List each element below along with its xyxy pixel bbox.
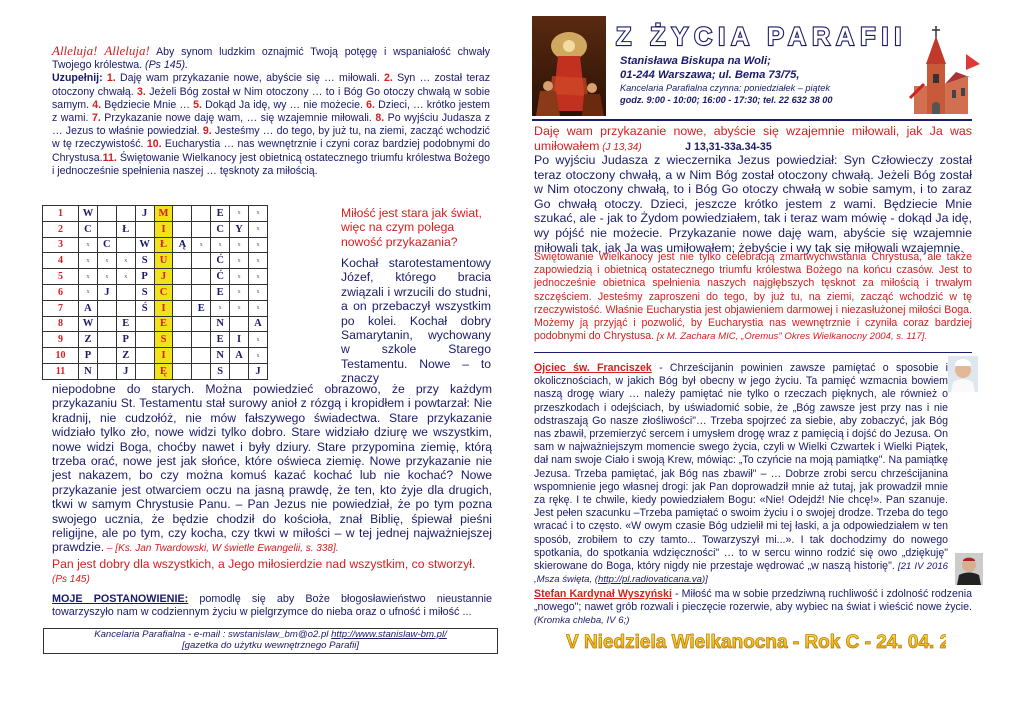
masthead-svg: [612, 22, 912, 50]
crossword-cell[interactable]: [192, 206, 211, 222]
fill-item-number: 10.: [143, 138, 162, 151]
left-footer: [43, 628, 498, 654]
crossword-cell[interactable]: x: [116, 269, 135, 285]
crossword-cell[interactable]: [173, 253, 192, 269]
crossword-cell[interactable]: [192, 348, 211, 364]
resolution-label: MOJE POSTANOWIENIE:: [52, 593, 189, 605]
crossword-row: [43, 206, 268, 222]
francis-text: - Chrześcijanin powinien zawsze pamiętać o sposobie i okolicznościach, w jakich Bóg był obecny w jego życiu. Ta pamięć wzmacnia bowiem naszą drogę wiary … należy pamiętać nie tylko o rzeczach pięknych, ale również o przeszkodach i odejściach, by uświadomić sobie, że „Bóg zawsze jest przy nas i nie odstraszają Go nasze złośliwości"… Trzeba spojrzeć za siebie, aby zobaczyć, jak Bóg nas zbawił, przemierzyć sercem i umysłem drogę wraz z pamięcią i dojść do Jezusa. On sam w najważniejszym momencie swego życia, czyli w Wielki Czwartek i Wielki Piątek, dał nam swoje Ciało i swoją Krew, mówiąc: „To czyńcie na moją pamiątkę". Na pamiątkę Jezusa. Trzeba pamiętać, jak Bóg nas zbawił" – … Dobrze zrobi sercu chrześcijanina wspomnienie jego własnej drogi: jak Pan doprowadził mnie aż tutaj, jak prowadził mnie za rękę. I te chwile, kiedy powiedziałem Bogu: «Nie! Odejdź! Nie chcę!». Pan szanuje. Jest pełen szacunku –Trzeba pamiętać o swoim życiu i o swojej drodze. Trzeba do tego wracać i to często. «W owym czasie Bóg udzielił mi tej łaski, a ja odpowiedziałem w ten sposób, zrobiłem to czy tamto... Towarzyszył mi...». I tak dochodzimy do nowego spotkania, do spotkania wdzięczności" … to w sercu winno rodzić się owo „dziękuję" skierowane do Boga, który nigdy nie przestaje wędrować „w naszą historię".: [534, 362, 948, 573]
crossword-row: [43, 300, 268, 316]
crossword-cell[interactable]: E: [211, 284, 230, 300]
crossword-cell[interactable]: P: [135, 269, 154, 285]
crossword-cell[interactable]: J: [116, 363, 135, 379]
crossword-cell[interactable]: [173, 300, 192, 316]
crossword-row-number: 8: [43, 316, 79, 332]
crossword-cell[interactable]: N: [211, 348, 230, 364]
fill-item-number: 4.: [89, 98, 102, 111]
crossword-cell[interactable]: C: [97, 237, 116, 253]
crossword-cell[interactable]: P: [116, 332, 135, 348]
crossword-cell[interactable]: [97, 300, 116, 316]
lead-ref: (J 13,34): [599, 141, 642, 153]
gospel-text: [534, 153, 972, 255]
fill-item-text: Świętowanie Wielkanocy jest obietnicą ostatecznego triumfu królestwa Bożego i jednocześnie spełnienia naszej … tęsknoty za miłością.: [52, 151, 490, 177]
crossword-row-number: 4: [43, 253, 79, 269]
resolution-text: pomodlę się aby Boże błogosławieństwo nieustannie towarzyszyło nam w codziennym życiu w pielgrzymce do nieba oraz o ufność i miłość ...: [52, 593, 492, 619]
crossword-cell[interactable]: x: [249, 300, 268, 316]
header-divider: [532, 119, 972, 121]
wyszynski-label: Stefan Kardynał Wyszyński: [534, 588, 672, 600]
fill-item-number: 6.: [362, 98, 375, 111]
crossword-cell[interactable]: E: [211, 332, 230, 348]
svg-text:Z ŻYCIA PARAFII: Z ŻYCIA PARAFII: [616, 23, 908, 50]
commentary: [534, 251, 972, 343]
fill-item-text: Eucharystia … nas wewnętrznie i czyni coraz bardziej podobnymi do Chrystusa.: [52, 138, 491, 164]
francis-ref-end: )]: [701, 574, 708, 586]
commentary-ref: [x M. Zachara MIC, „Oremus" Okres Wielkanocny 2004, s. 117].: [654, 331, 928, 343]
crossword-row-number: 5: [43, 269, 79, 285]
side-question-text: Miłość jest stara jak świat, więc na czym polega nowość przykazania?: [341, 206, 482, 249]
crossword-cell[interactable]: [230, 316, 249, 332]
fill-item-number: 2.: [379, 72, 393, 85]
fill-item-text: Jesteśmy … do tego, by już tu, na ziemi, zacząć wchodzić w tę rzeczywistość.: [52, 125, 490, 151]
lead-quote: [534, 124, 972, 155]
crossword-row: [43, 269, 268, 285]
section-divider: [534, 352, 972, 353]
crossword-cell[interactable]: [173, 221, 192, 237]
wyszynski-icon: [955, 553, 983, 585]
crossword-row: [43, 363, 268, 379]
crossword-cell[interactable]: [116, 284, 135, 300]
crossword-cell[interactable]: [97, 206, 116, 222]
intro-paragraph: [52, 44, 490, 178]
crossword-cell[interactable]: x: [97, 269, 116, 285]
crossword-cell[interactable]: x: [211, 300, 230, 316]
crossword-cell[interactable]: [135, 348, 154, 364]
crossword-cell[interactable]: M: [154, 206, 173, 222]
crossword-cell[interactable]: J: [249, 363, 268, 379]
crossword-cell[interactable]: W: [135, 237, 154, 253]
crossword-cell[interactable]: [135, 332, 154, 348]
crossword-cell[interactable]: [192, 253, 211, 269]
parish-name: Stanisława Biskupa na Woli;: [620, 55, 771, 67]
crossword-cell[interactable]: [135, 363, 154, 379]
crossword-row: [43, 253, 268, 269]
wyszynski-quote: [534, 588, 972, 628]
crossword-cell[interactable]: [173, 269, 192, 285]
crossword-cell[interactable]: I: [154, 348, 173, 364]
crossword-cell[interactable]: C: [154, 284, 173, 300]
crossword-cell[interactable]: x: [230, 237, 249, 253]
wyszynski-photo: [955, 553, 983, 585]
gospel-ref: J 13,31-33a.34-35: [685, 140, 772, 153]
crossword-cell[interactable]: Ł: [154, 237, 173, 253]
pope-francis-icon: [948, 356, 978, 392]
crossword-cell[interactable]: Ł: [116, 221, 135, 237]
francis-quote: [534, 362, 948, 586]
crossword-cell[interactable]: Y: [230, 221, 249, 237]
crossword-cell[interactable]: x: [230, 300, 249, 316]
crossword-cell[interactable]: x: [249, 348, 268, 364]
crossword-cell[interactable]: E: [211, 206, 230, 222]
alleluia-text: Alleluja! Alleluja!: [52, 43, 150, 58]
crossword-cell[interactable]: J: [154, 269, 173, 285]
psalm-verse: [52, 557, 492, 588]
fill-item-number: 9.: [199, 125, 212, 138]
footer-website-link[interactable]: http://www.stanislaw-bm.pl/: [331, 629, 447, 640]
gospel-body: Po wyjściu Judasza z wieczernika Jezus powiedział: Syn Człowieczy został teraz otoczony chwałą, a w Nim Bóg został otoczony chwałą. Jeżeli Bóg został w Nim otoczony chwałą, to i Bóg Go otoczy chwałą w sobie samym, i to zaraz Go chwałą otoczy. Dzieci, jeszcze krótko jestem z wami. Będziecie Mnie szukać, ale - jak to Żydom powiedziałem, tak i teraz wam mówię - dokąd Ja idę, wy pójść nie możecie. Przykazanie nowe daję wam, abyście się wzajemnie miłowali tak, jak Ja was umiłowałem; żebyście i wy tak się miłowali wzajemnie.: [534, 153, 972, 255]
crossword-cell[interactable]: Ś: [135, 300, 154, 316]
crossword-cell[interactable]: W: [79, 206, 98, 222]
crossword-row: [43, 316, 268, 332]
crossword-cell[interactable]: J: [135, 206, 154, 222]
fill-item-number: 8.: [371, 112, 385, 125]
crossword-cell[interactable]: [192, 269, 211, 285]
crossword-cell[interactable]: J: [97, 284, 116, 300]
crossword-cell[interactable]: x: [211, 237, 230, 253]
crossword-row: [43, 237, 268, 253]
crossword-cell[interactable]: [173, 363, 192, 379]
crossword-cell[interactable]: [135, 316, 154, 332]
fill-item-number: 1.: [102, 72, 116, 85]
resolution: [52, 593, 492, 619]
crossword-cell[interactable]: [192, 363, 211, 379]
crossword-cell[interactable]: [116, 206, 135, 222]
crossword-cell[interactable]: A: [230, 348, 249, 364]
crossword-cell[interactable]: N: [211, 316, 230, 332]
psalm-text: Pan jest dobry dla wszystkich, a Jego miłosierdzie nad wszystkim, co stworzył.: [52, 557, 476, 571]
fill-item-text: Dokąd Ja idę, wy … nie możecie.: [201, 98, 363, 111]
crossword-cell[interactable]: S: [211, 363, 230, 379]
crossword-cell[interactable]: x: [79, 284, 98, 300]
crossword-cell[interactable]: x: [249, 206, 268, 222]
svg-text:V Niedziela Wielkanocna - Rok: V Niedziela Wielkanocna - Rok C - 24. 04. 2016: [566, 632, 946, 653]
banner-svg: [566, 627, 946, 653]
crossword-cell[interactable]: x: [230, 206, 249, 222]
crossword-cell[interactable]: [192, 284, 211, 300]
pope-francis-photo: [948, 356, 978, 392]
crossword-cell[interactable]: [173, 284, 192, 300]
crossword-cell[interactable]: [173, 332, 192, 348]
crossword-row-number: 3: [43, 237, 79, 253]
crossword-cell[interactable]: [135, 221, 154, 237]
crossword-cell[interactable]: x: [230, 269, 249, 285]
crossword-row-number: 10: [43, 348, 79, 364]
crossword-cell[interactable]: x: [230, 284, 249, 300]
crossword-cell[interactable]: x: [249, 332, 268, 348]
commentary-text: Świętowanie Wielkanocy jest nie tylko celebracją zmartwychwstania Chrystusa, ale także zapowiedzią i obietnicą ostatecznego triumfu królestwa Bożego na końcu czasów. Jest to jednocześnie obietnica spełnienia naszych najgłębszych tęsknot za miłością i trwałym szczęściem. Jesteśmy zaproszeni do tego, by już tu, na ziemi, zacząć wchodzić w tę rzeczywistość. Właśnie Eucharystia jest objawieniem darmowej i niezasłużonej miłości Boga. Możemy ją przyjąć i pozwolić, by Eucharystia nas wewnętrznie i czyniła coraz bardziej podobnymi do Chrystusa.: [534, 251, 972, 343]
crossword-cell[interactable]: [97, 316, 116, 332]
crossword-row-number: 11: [43, 363, 79, 379]
wyszynski-text: - Miłość ma w sobie przedziwną ruchliwość i zdolność rodzenia „nowego"; nawet grób rozwali i pieczęcie rozerwie, aby wybiec na świat i wieścić nowe życie.: [534, 588, 973, 614]
crossword-row-number: 6: [43, 284, 79, 300]
fill-label: Uzupełnij:: [52, 72, 103, 85]
office-hours-label: Kancelaria Parafialna czynna: poniedziałek – piątek: [620, 83, 830, 93]
sunday-banner: [566, 627, 946, 653]
crossword-row-number: 1: [43, 206, 79, 222]
church-icon: [906, 24, 980, 118]
office-hours: godz. 9:00 - 10:00; 16:00 - 17:30;: [620, 95, 761, 105]
crossword-cell[interactable]: W: [79, 316, 98, 332]
crossword-cell[interactable]: E: [116, 316, 135, 332]
crossword-cell[interactable]: C: [211, 221, 230, 237]
crossword-cell[interactable]: [192, 316, 211, 332]
crossword-cell[interactable]: [192, 332, 211, 348]
crossword-cell[interactable]: [173, 348, 192, 364]
crossword-row: [43, 332, 268, 348]
fill-item-text: Dzieci, … krótko jestem z wami.: [52, 98, 490, 125]
crossword-cell[interactable]: x: [249, 221, 268, 237]
fill-item-text: Jeżeli Bóg został w Nim otoczony … to i Bóg Go otoczy chwałą w sobie samym.: [52, 85, 491, 111]
fill-item-number: 3.: [133, 85, 146, 98]
crossword-cell[interactable]: P: [79, 348, 98, 364]
crossword-side-text: [341, 256, 491, 386]
crossword-cell[interactable]: x: [230, 253, 249, 269]
crossword-row-number: 2: [43, 221, 79, 237]
crossword-cell[interactable]: x: [79, 269, 98, 285]
body-ref: – [Ks. Jan Twardowski, W świetle Ewangelii, s. 338].: [104, 543, 339, 555]
crossword-cell[interactable]: [97, 363, 116, 379]
crossword-cell[interactable]: x: [192, 237, 211, 253]
painting-icon: [532, 16, 606, 116]
crossword-cell[interactable]: [97, 332, 116, 348]
crossword-cell[interactable]: E: [154, 316, 173, 332]
main-body-text: [52, 382, 492, 557]
wyszynski-ref: (Kromka chleba, IV 6;): [534, 615, 630, 627]
crossword-cell[interactable]: [97, 221, 116, 237]
crossword-cell[interactable]: x: [249, 237, 268, 253]
crossword-cell[interactable]: I: [154, 300, 173, 316]
fill-item-text: Po wyjściu Judasza z … Jezus to właśnie powiedział.: [52, 112, 490, 138]
crossword-cell[interactable]: A: [249, 316, 268, 332]
crossword-cell[interactable]: S: [135, 284, 154, 300]
crossword-cell[interactable]: C: [79, 221, 98, 237]
crossword-cell[interactable]: I: [230, 332, 249, 348]
phone-number: tel. 22 632 38 00: [760, 95, 833, 105]
intro-ref: (Ps 145).: [142, 59, 189, 72]
crossword-cell[interactable]: Ę: [154, 363, 173, 379]
crossword-cell[interactable]: [116, 300, 135, 316]
fill-item-text: Będziecie Mnie …: [101, 98, 190, 111]
crossword-row: [43, 348, 268, 364]
crossword-row: [43, 284, 268, 300]
intro-text: Aby synom ludzkim oznajmić Twoją potęgę i wspaniałość chwały Twojego królestwa.: [52, 46, 490, 72]
fill-item-number: 7.: [88, 112, 101, 125]
fill-item-number: 5.: [190, 98, 202, 111]
crossword-row-number: 7: [43, 300, 79, 316]
francis-ref: [21 IV 2016 ,Msza święta, (: [534, 561, 948, 586]
crossword-cell[interactable]: Z: [79, 332, 98, 348]
crossword-cell[interactable]: Ą: [173, 237, 192, 253]
fill-item-text: Daję wam przykazanie nowe, abyście się … miłowali.: [115, 72, 380, 85]
crossword-cell[interactable]: [116, 237, 135, 253]
footer-office: Kancelaria Parafialna - e-mail : swstanislaw_bm@o2.pl: [94, 629, 332, 640]
fill-item-text: Przykazanie nowe daję wam, … się wzajemnie miłowali.: [100, 112, 372, 125]
painting-image: [532, 16, 606, 116]
crossword-cell[interactable]: E: [192, 300, 211, 316]
fill-item-number: 11.: [102, 151, 117, 164]
parish-address: 01-244 Warszawa; ul. Bema 73/75,: [620, 69, 800, 81]
crossword-cell[interactable]: Ć: [211, 253, 230, 269]
radio-vaticana-link[interactable]: http://pl.radiovaticana.va: [597, 574, 702, 586]
crossword-cell[interactable]: [173, 206, 192, 222]
crossword-cell[interactable]: x: [79, 253, 98, 269]
crossword-cell[interactable]: x: [97, 253, 116, 269]
crossword-cell[interactable]: x: [249, 269, 268, 285]
crossword-cell[interactable]: x: [249, 284, 268, 300]
fill-item-text: Syn … został teraz otoczony chwałą.: [52, 72, 490, 98]
parish-info: [620, 54, 910, 106]
lead-quote-text: Daję wam przykazanie nowe, abyście się wzajemnie miłowali, jak Ja was umiłowałem: [534, 124, 972, 153]
side-text: Kochał starotestamentowy Józef, którego bracia związali i wrzucili do studni, a on przebaczył wszystkim po kolei. Kochał dobry Samarytanin, wychowany w szkole Starego Testamentu. Nowe – to znaczy: [341, 256, 491, 386]
crossword-cell[interactable]: x: [79, 237, 98, 253]
crossword-cell[interactable]: x: [116, 253, 135, 269]
crossword-grid: [42, 205, 268, 380]
crossword-cell[interactable]: N: [79, 363, 98, 379]
footer-note: [gazetka do użytku wewnętrznego Parafii]: [181, 640, 360, 652]
fill-items: [52, 72, 490, 176]
crossword-cell[interactable]: [230, 363, 249, 379]
crossword-cell[interactable]: I: [154, 221, 173, 237]
crossword-row: [43, 221, 268, 237]
church-image: [906, 24, 980, 118]
crossword-cell[interactable]: S: [154, 332, 173, 348]
crossword-side-question: [341, 206, 492, 249]
crossword-cell[interactable]: [192, 221, 211, 237]
crossword-row-number: 9: [43, 332, 79, 348]
masthead-title: [612, 22, 912, 50]
crossword-cell[interactable]: x: [249, 253, 268, 269]
crossword-cell[interactable]: U: [154, 253, 173, 269]
crossword: [42, 205, 268, 380]
crossword-cell[interactable]: S: [135, 253, 154, 269]
crossword-cell[interactable]: Ć: [211, 269, 230, 285]
body-text: niepodobne do starych. Można powiedzieć obrazowo, że przy każdym przykazaniu St. Testamentu stał surowy anioł z rózgą i kropidłem i powtarzał: Nie kradnij, nie cudzołóż, nie mów fałszywego świadectwa. Stare przykazanie widziało tylko zło, nowe widzi tylko dobro. Stare widziało dziurę we wszystkim, nowe widzi Boga, choćby nawet i były dziury. Stare przypomina ziemię, którą trzeba orać, nowe jest jak słońce, które oświeca ziemię. Nowe przykazanie nie jest nakazem, bo czy można komuś kazać kochać lub nie kochać? Nowe przykazanie jest otwarciem oczu na jasną prawdę, że ten, kto żyje dla drugich, tkwi w samym Chrystusie Panu. – Pan Jezus nie powiedział, że po tym pozna swojego ucznia, że będzie chodził do kościoła, znał Biblię, śpiewał pieśni religijne, ale po tym, czy kocha, czy tkwi w miłości – w tej jednej najważniejszej prawdzie.: [52, 382, 492, 555]
crossword-cell[interactable]: A: [79, 300, 98, 316]
psalm-ref: (Ps 145): [52, 574, 90, 586]
francis-label: Ojciec św. Franciszek: [534, 362, 652, 374]
crossword-cell[interactable]: Z: [116, 348, 135, 364]
crossword-cell[interactable]: [97, 348, 116, 364]
crossword-cell[interactable]: [173, 316, 192, 332]
